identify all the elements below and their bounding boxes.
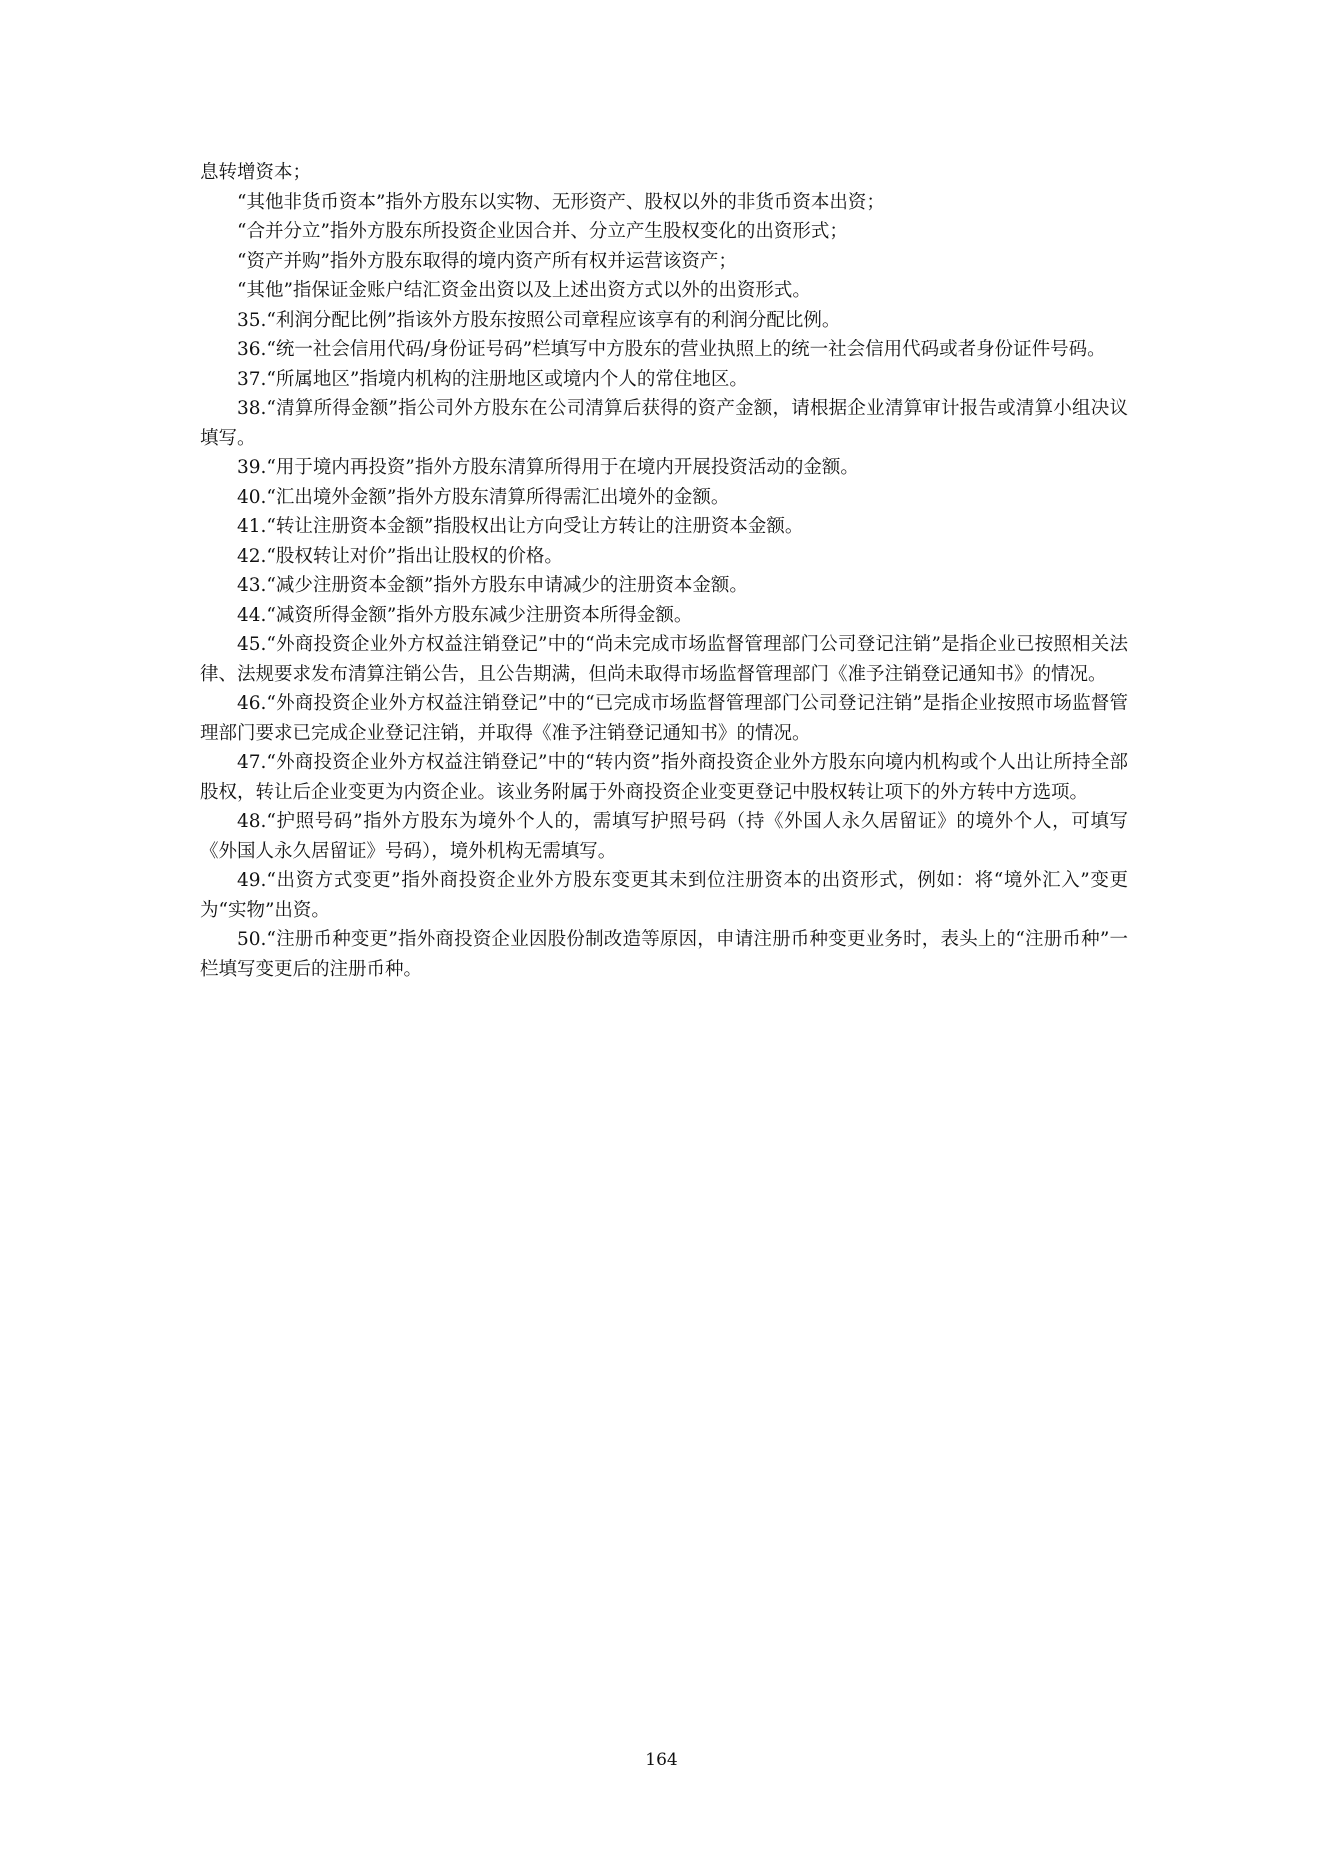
paragraph-item-38: 38.“清算所得金额”指公司外方股东在公司清算后获得的资产金额，请根据企业清算审计报告或清算小组决议填写。 (200, 398, 1128, 449)
paragraph-item-50: 50.“注册币种变更”指外商投资企业因股份制改造等原因，申请注册币种变更业务时，表头上的“注册币种”一栏填写变更后的注册币种。 (200, 929, 1128, 980)
paragraph-item-46: 46.“外商投资企业外方权益注销登记”中的“已完成市场监督管理部门公司登记注销”是指企业按照市场监督管理部门要求已完成企业登记注销，并取得《准予注销登记通知书》的情况。 (200, 693, 1128, 744)
paragraph-item-40: 40.“汇出境外金额”指外方股东清算所得需汇出境外的金额。 (237, 486, 730, 508)
paragraph-item-37: 37.“所属地区”指境内机构的注册地区或境内个人的常住地区。 (237, 368, 748, 390)
page-number: 164 (645, 1750, 678, 1770)
paragraph-other-noncash-capital: “其他非货币资本”指外方股东以实物、无形资产、股权以外的非货币资本出资； (237, 191, 885, 213)
paragraph-continuation: 息转增资本； (200, 162, 312, 183)
paragraph-item-35: 35.“利润分配比例”指该外方股东按照公司章程应该享有的利润分配比例。 (237, 309, 841, 331)
paragraph-other: “其他”指保证金账户结汇资金出资以及上述出资方式以外的出资形式。 (237, 280, 811, 301)
document-body (200, 158, 1128, 984)
paragraph-item-45: 45.“外商投资企业外方权益注销登记”中的“尚未完成市场监督管理部门公司登记注销”是指企业已按照相关法律、法规要求发布清算注销公告，且公告期满，但尚未取得市场监督管理部门《准予注销登记通知书》的情况。 (200, 634, 1128, 685)
paragraph-asset-acquisition: “资产并购”指外方股东取得的境内资产所有权并运营该资产； (237, 250, 737, 272)
paragraph-item-36: 36.“统一社会信用代码/身份证号码”栏填写中方股东的营业执照上的统一社会信用代码或者身份证件号码。 (237, 339, 1106, 360)
paragraph-merger-split: “合并分立”指外方股东所投资企业因合并、分立产生股权变化的出资形式； (237, 221, 848, 242)
paragraph-item-43: 43.“减少注册资本金额”指外方股东申请减少的注册资本金额。 (237, 575, 748, 596)
paragraph-item-42: 42.“股权转让对价”指出让股权的价格。 (237, 545, 563, 567)
paragraph-item-44: 44.“减资所得金额”指外方股东减少注册资本所得金额。 (237, 604, 693, 626)
paragraph-item-41: 41.“转让注册资本金额”指股权出让方向受让方转让的注册资本金额。 (237, 516, 804, 537)
paragraph-item-48: 48.“护照号码”指外方股东为境外个人的，需填写护照号码（持《外国人永久居留证》的境外个人，可填写《外国人永久居留证》号码），境外机构无需填写。 (200, 811, 1128, 862)
paragraph-item-39: 39.“用于境内再投资”指外方股东清算所得用于在境内开展投资活动的金额。 (237, 457, 859, 478)
paragraph-item-49: 49.“出资方式变更”指外商投资企业外方股东变更其未到位注册资本的出资形式，例如：将“境外汇入”变更为“实物”出资。 (200, 870, 1128, 921)
paragraph-item-47: 47.“外商投资企业外方权益注销登记”中的“转内资”指外商投资企业外方股东向境内机构或个人出让所持全部股权，转让后企业变更为内资企业。该业务附属于外商投资企业变更登记中股权转让项下的外方转中方选项。 (200, 752, 1128, 803)
